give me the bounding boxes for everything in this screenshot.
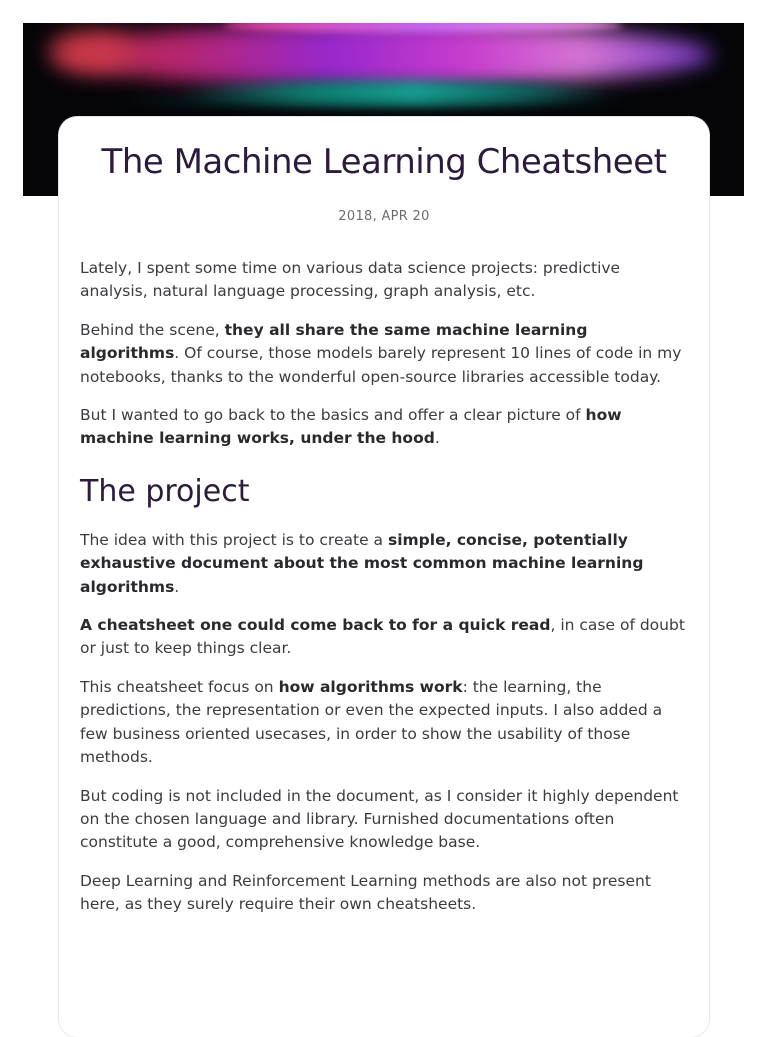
paragraph-project-4 xyxy=(80,785,690,855)
hero-glow-red xyxy=(51,31,131,71)
publish-date: 2018, APR 20 xyxy=(338,209,430,224)
article-card xyxy=(59,117,709,1037)
paragraph-text: Behind the scene, xyxy=(80,320,225,339)
paragraph-intro-3 xyxy=(80,404,690,451)
paragraph-text: But coding is not included in the document, as I consider it highly dependent on the chosen language and library. Furnished documentations often constitute a good, comprehensive knowledge base. xyxy=(80,786,679,852)
paragraph-text: Deep Learning and Reinforcement Learning methods are also not present here, as they surely require their own cheatsheets. xyxy=(80,871,651,914)
hero-glow-teal xyxy=(173,81,613,103)
paragraph-project-2 xyxy=(80,614,690,661)
paragraph-text: : the learning, the predictions, the representation or even the expected inputs. I also added a few business oriented usecases, in order to show the usability of those methods. xyxy=(80,677,663,767)
paragraph-emphasis: how machine learning works, under the hood xyxy=(80,406,622,448)
paragraph-text: Lately, I spent some time on various data science projects: predictive analysis, natural language processing, graph analysis, etc. xyxy=(80,259,621,301)
paragraph-text: This cheatsheet focus on xyxy=(80,677,279,696)
paragraph-emphasis: simple, concise, potentially exhaustive document about the most common machine learning algorithms xyxy=(80,530,644,596)
article-body xyxy=(80,257,690,932)
paragraph-intro-1 xyxy=(80,257,690,304)
paragraph-text: The idea with this project is to create a xyxy=(80,530,388,549)
paragraph-emphasis: how algorithms work xyxy=(278,677,463,696)
paragraph-project-1 xyxy=(80,529,690,599)
paragraph-text: . Of course, those models barely represent 10 lines of code in my notebooks, thanks to the wonderful open-source libraries accessible today. xyxy=(80,344,682,386)
paragraph-project-5 xyxy=(80,870,690,917)
paragraph-emphasis: A cheatsheet one could come back to for a quick read xyxy=(80,616,551,635)
paragraph-text: But I wanted to go back to the basics and offer a clear picture of xyxy=(80,406,586,425)
paragraph-emphasis: they all share the same machine learning algorithms xyxy=(80,320,588,363)
paragraph-text: . xyxy=(174,577,180,596)
paragraph-project-3 xyxy=(80,676,690,770)
page-title: The Machine Learning Cheatsheet xyxy=(101,142,667,182)
section-heading-project: The project xyxy=(80,473,250,509)
paragraph-text: , in case of doubt or just to keep things clear. xyxy=(80,616,685,658)
paragraph-intro-2 xyxy=(80,319,690,389)
paragraph-text: . xyxy=(434,429,440,448)
